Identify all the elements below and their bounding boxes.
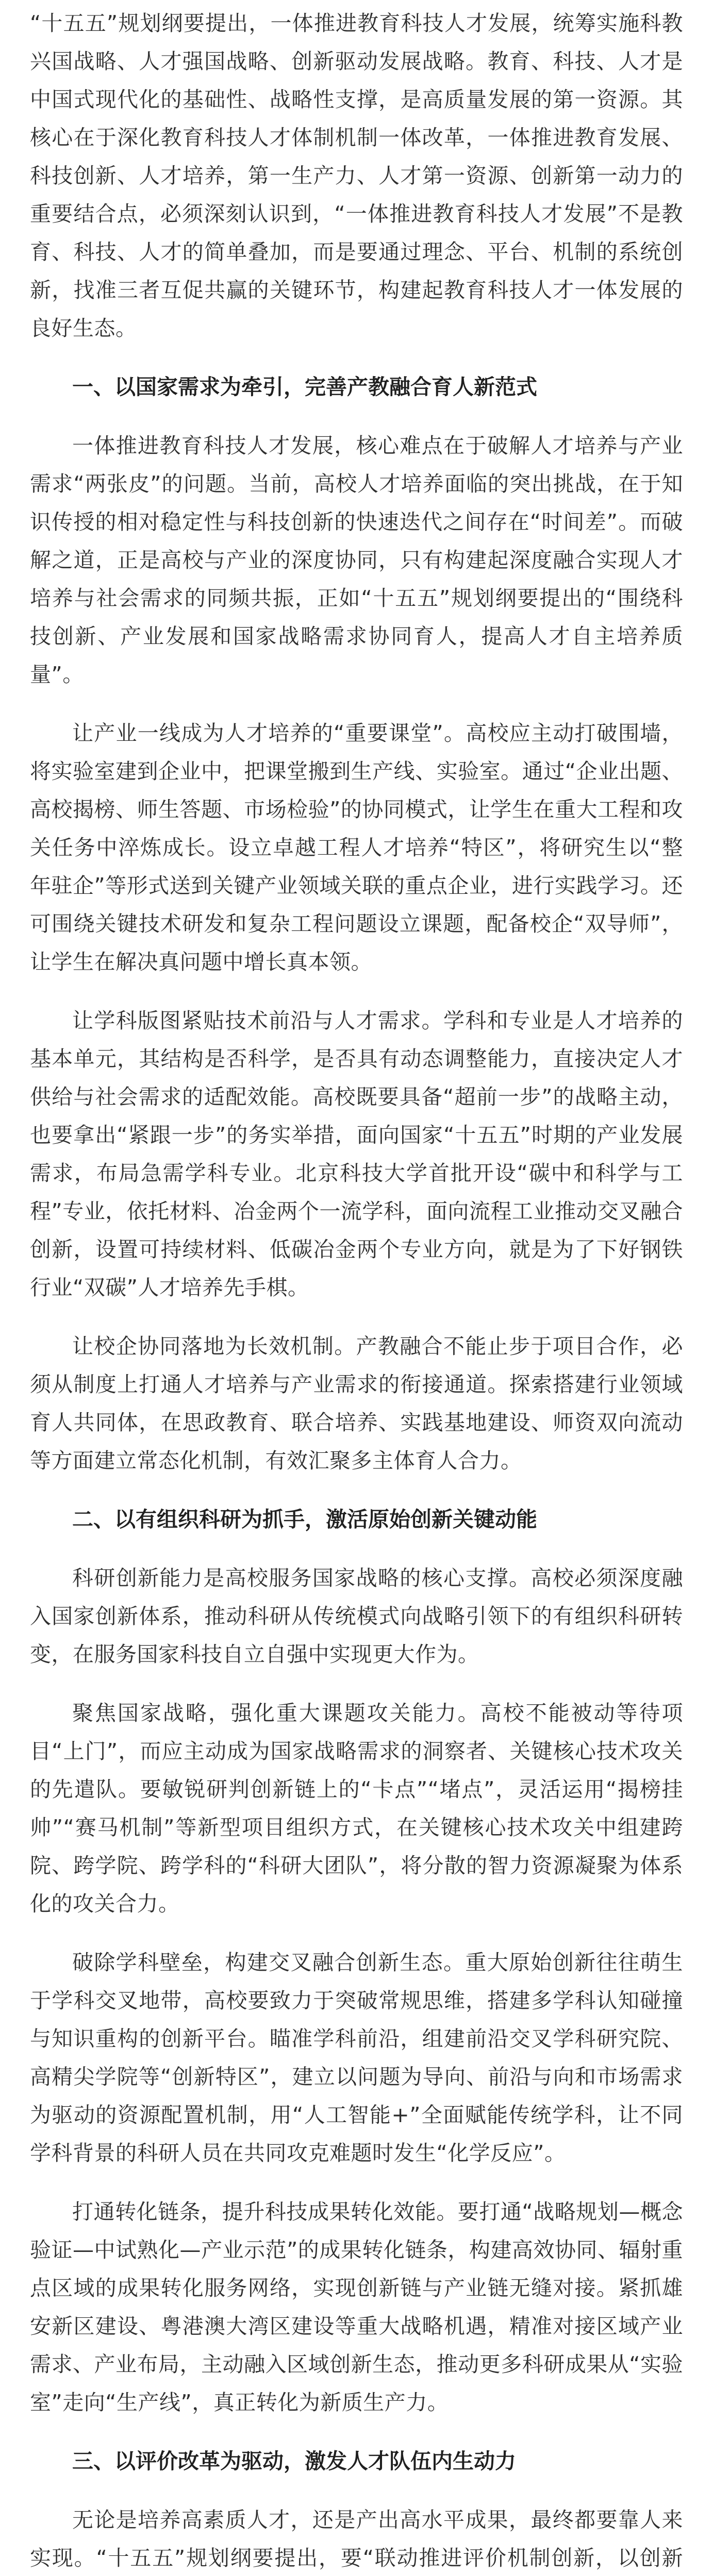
- intro-paragraph: “十五五”规划纲要提出，一体推进教育科技人才发展，统筹实施科教兴国战略、人才强国战略、创新驱动发展战略。教育、科技、人才是中国式现代化的基础性、战略性支撑，是高质量发展的第一资源。其核心在于深化教育科技人才体制机制一体改革，一体推进教育发展、科技创新、人才培养，第一生产力、人才第一资源、创新第一动力的重要结合点，必须深刻认识到，“一体推进教育科技人才发展”不是教育、科技、人才的简单叠加，而是要通过理念、平台、机制的系统创新，找准三者互促共赢的关键环节，构建起教育科技人才一体发展的良好生态。: [30, 11, 683, 341]
- section-heading-3: 三、以评价改革为驱动，激发人才队伍内生动力: [72, 2449, 516, 2473]
- paragraph: 让学科版图紧贴技术前沿与人才需求。学科和专业是人才培养的基本单元，其结构是否科学，是否具有动态调整能力，直接决定人才供给与社会需求的适配效能。高校既要具备“超前一步”的战略主动，也要拿出“紧跟一步”的务实举措，面向国家“十五五”时期的产业发展需求，布局急需学科专业。北京科技大学首批开设“碳中和科学与工程”专业，依托材料、冶金两个一流学科，面向流程工业推动交叉融合创新，设置可持续材料、低碳冶金两个专业方向，就是为了下好钢铁行业“双碳”人才培养先手棋。: [30, 1008, 683, 1300]
- section-heading-2: 二、以有组织科研为抓手，激活原始创新关键动能: [72, 1507, 537, 1532]
- paragraph: 打通转化链条，提升科技成果转化效能。要打通“战略规划—概念验证—中试熟化—产业示范”的成果转化链条，构建高效协同、辐射重点区域的成果转化服务网络，实现创新链与产业链无缝对接。紧抓雄安新区建设、粤港澳大湾区建设等重大战略机遇，精准对接区域产业需求、产业布局，主动融入区域创新生态，推动更多科研成果从“实验室”走向“生产线”，真正转化为新质生产力。: [30, 2199, 683, 2415]
- paragraph: 聚焦国家战略，强化重大课题攻关能力。高校不能被动等待项目“上门”，而应主动成为国家战略需求的洞察者、关键核心技术攻关的先遣队。要敏锐研判创新链上的“卡点”“堵点”，灵活运用“揭榜挂帅”“赛马机制”等新型项目组织方式，在关键核心技术攻关中组建跨院、跨学院、跨学科的“科研大团队”，将分散的智力资源凝聚为体系化的攻关合力。: [30, 1701, 683, 1916]
- paragraph: 科研创新能力是高校服务国家战略的核心支撑。高校必须深度融入国家创新体系，推动科研从传统模式向战略引领下的有组织科研转变，在服务国家科技自立自强中实现更大作为。: [30, 1566, 683, 1667]
- paragraph: 让校企协同落地为长效机制。产教融合不能止步于项目合作，必须从制度上打通人才培养与产业需求的衔接通道。探索搭建行业领域育人共同体，在思政教育、联合培养、实践基地建设、师资双向流动等方面建立常态化机制，有效汇聚多主体育人合力。: [30, 1334, 683, 1473]
- paragraph: 让产业一线成为人才培养的“重要课堂”。高校应主动打破围墙，将实验室建到企业中，把课堂搬到生产线、实验室。通过“企业出题、高校揭榜、师生答题、市场检验”的协同模式，让学生在重大工程和攻关任务中淬炼成长。设立卓越工程人才培养“特区”，将研究生以“整年驻企”等形式送到关键产业领域关联的重点企业，进行实践学习。还可围绕关键技术研发和复杂工程问题设立课题，配备校企“双导师”，让学生在解决真问题中增长真本领。: [30, 721, 683, 974]
- paragraph: 无论是培养高素质人才，还是产出高水平成果，最终都要靠人来实现。“十五五”规划纲要提出，要“联动推进评价机制创新，以创新: [30, 2507, 683, 2570]
- section-heading-1: 一、以国家需求为牵引，完善产教融合育人新范式: [72, 375, 537, 399]
- paragraph: 一体推进教育科技人才发展，核心难点在于破解人才培养与产业需求“两张皮”的问题。当前，高校人才培养面临的突出挑战，在于知识传授的相对稳定性与科技创新的快速迭代之间存在“时间差”。而破解之道，正是高校与产业的深度协同，只有构建起深度融合实现人才培养与社会需求的同频共振，正如“十五五”规划纲要提出的“围绕科技创新、产业发展和国家战略需求协同育人，提高人才自主培养质量”。: [30, 433, 683, 687]
- paragraph: 破除学科壁垒，构建交叉融合创新生态。重大原始创新往往萌生于学科交叉地带，高校要致力于突破常规思维，搭建多学科认知碰撞与知识重构的创新平台。瞄准学科前沿，组建前沿交叉学科研究院、高精尖学院等“创新特区”，建立以问题为导向、前沿与向和市场需求为驱动的资源配置机制，用“人工智能+”全面赋能传统学科，让不同学科背景的科研人员在共同攻克难题时发生“化学反应”。: [30, 1950, 683, 2165]
